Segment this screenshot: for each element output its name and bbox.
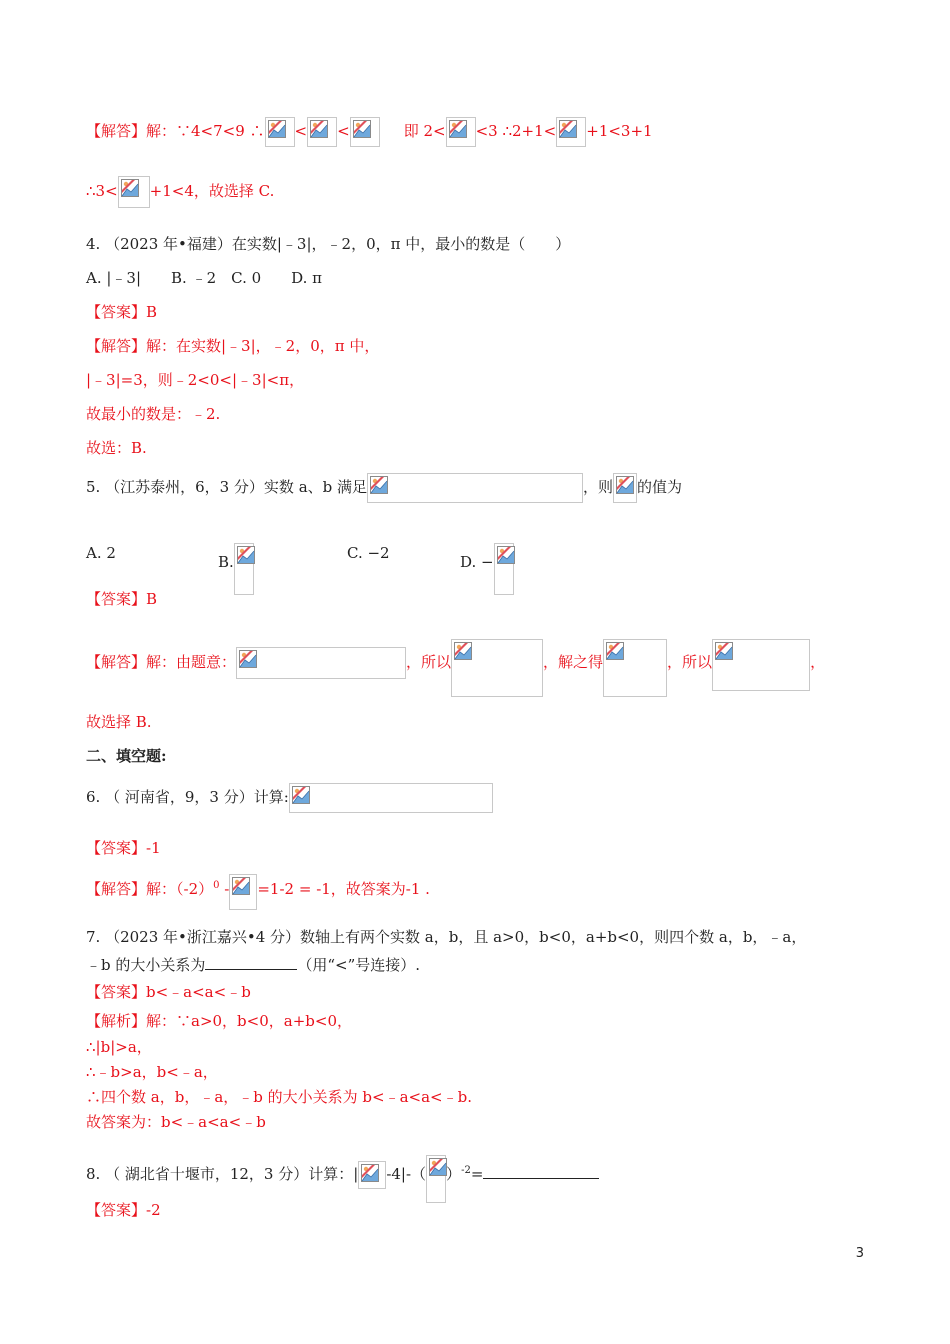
broken-image-icon <box>234 543 254 595</box>
question-8: 8. （ 湖北省十堰市，12，3 分）计算：| -4|-（ ）$^{-2}$= <box>86 1155 599 1203</box>
solution-4-line-4: 故选：B. <box>86 439 147 457</box>
question-4-options: A. |﹣3| B. ﹣2 C. 0 D. π <box>86 269 323 287</box>
answer-blank <box>205 955 297 970</box>
analysis-7-line-3: ∴﹣b>a，b<﹣a， <box>86 1063 218 1081</box>
broken-image-icon <box>307 117 337 147</box>
broken-image-icon <box>556 117 586 147</box>
broken-image-icon <box>350 117 380 147</box>
broken-image-icon <box>446 117 476 147</box>
question-6: 6. （ 河南省，9，3 分）计算: <box>86 783 493 813</box>
broken-image-icon <box>289 783 493 813</box>
answer-4: 【答案】B <box>86 303 158 321</box>
broken-image-icon <box>426 1155 446 1203</box>
question-5-option-c: C. −2 <box>347 544 390 562</box>
question-5: 5. （江苏泰州，6，3 分）实数 a、b 满足 ，则 的值为 <box>86 473 682 503</box>
broken-image-icon <box>603 639 667 697</box>
solution-5-conclusion: 故选择 B. <box>86 713 152 731</box>
broken-image-icon <box>367 473 583 503</box>
broken-image-icon <box>118 176 150 208</box>
question-4: 4. （2023 年•福建）在实数|﹣3|，﹣2，0，π 中，最小的数是（ ） <box>86 235 571 253</box>
broken-image-icon <box>265 117 295 147</box>
page-number: 3 <box>855 1246 864 1261</box>
question-5-option-b: B. <box>218 543 254 595</box>
analysis-7-line-5: 故答案为：b<﹣a<a<﹣b <box>86 1113 266 1131</box>
broken-image-icon <box>451 639 543 697</box>
solution-5-line-1: 【解答】解：由题意： ，所以 ，解之得 ，所以 ， <box>86 639 825 697</box>
broken-image-icon <box>229 874 257 910</box>
analysis-7-line-2: ∴|b|>a， <box>86 1038 152 1056</box>
solution-4-line-3: 故最小的数是：﹣2. <box>86 405 221 423</box>
question-5-option-d: D. − <box>460 543 514 595</box>
answer-5: 【答案】B <box>86 590 158 608</box>
solution-4-line-1: 【解答】解：在实数|﹣3|，﹣2，0，π 中， <box>86 337 380 355</box>
question-5-option-a: A. 2 <box>86 544 116 562</box>
answer-7: 【答案】b<﹣a<a<﹣b <box>86 983 251 1001</box>
answer-6: 【答案】-1 <box>86 839 161 857</box>
broken-image-icon <box>236 647 406 679</box>
question-7-line-2: ﹣b 的大小关系为 （用“<”号连接）. <box>86 956 421 974</box>
broken-image-icon <box>494 543 514 595</box>
solution-line-2: ∴3< +1<4，故选择 C. <box>86 176 274 208</box>
answer-8: 【答案】-2 <box>86 1201 161 1219</box>
broken-image-icon <box>613 473 637 503</box>
analysis-7-line-1: 【解析】解：∵a>0，b<0，a+b<0， <box>86 1012 352 1030</box>
section-heading: 二、填空题: <box>86 747 167 765</box>
question-7-line-1: 7. （2023 年•浙江嘉兴•4 分）数轴上有两个实数 a，b，且 a>0，b<0，a+b<0，则四个数 a，b，﹣a， <box>86 928 807 946</box>
solution-4-line-2: |﹣3|=3，则﹣2<0<|﹣3|<π， <box>86 371 305 389</box>
analysis-7-line-4: ∴四个数 a，b，﹣a，﹣b 的大小关系为 b<﹣a<a<﹣b. <box>86 1088 472 1106</box>
solution-6: 【解答】解：$(-2)^0$ - =1-2 = -1，故答案为-1 . <box>86 874 430 910</box>
broken-image-icon <box>358 1161 386 1189</box>
solution-line-1: 【解答】解：∵4<7<9 ∴ < < 即 2< <3 ∴2+1< +1<3+1 <box>86 117 653 147</box>
answer-blank <box>483 1164 599 1179</box>
broken-image-icon <box>712 639 810 691</box>
